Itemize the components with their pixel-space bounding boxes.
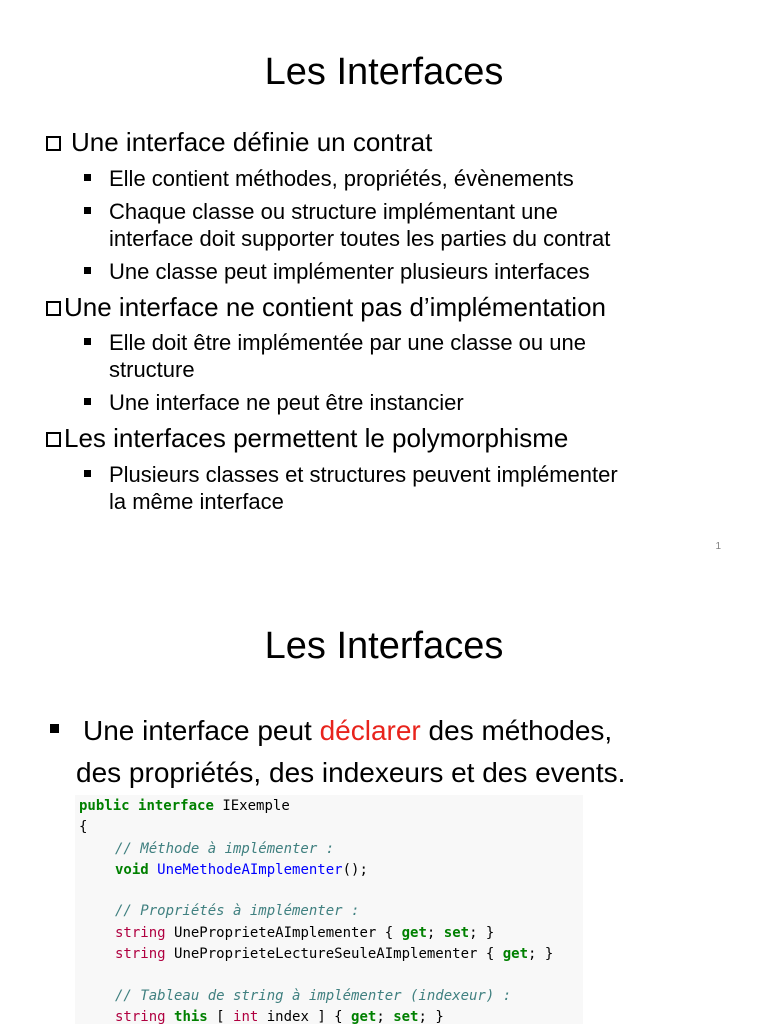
code-line: string UneProprieteAImplementer { get; set; }: [115, 925, 495, 941]
square-bullet-icon: [84, 207, 91, 214]
code-line: string UneProprieteLectureSeuleAImplementer { get; }: [115, 946, 554, 962]
slide-1: Les Interfaces Une interface définie un contrat Elle contient méthodes, propriétés, évènements Chaque classe ou structure implémentant une interface doit supporter toutes les parties du contrat Une classe peut implémenter plusieurs interfaces Une interface ne contient pas d’implémentation Elle doit être implémentée par une classe ou une structure Une interface ne peut être instancier Les interfaces permettent le polymorphisme Plusieurs classes et structures peuvent implémenter la même interface 1: [0, 0, 768, 566]
code-line: void UneMethodeAImplementer();: [115, 862, 368, 878]
slide-title: Les Interfaces: [264, 625, 504, 667]
bullet-line: des propriétés, des indexeurs et des events.: [76, 757, 626, 788]
bullet-level1: Une interface ne contient pas d’implémentation: [46, 292, 606, 322]
checkbox-bullet-icon: [46, 301, 61, 316]
square-bullet-icon: [84, 267, 91, 274]
highlighted-word: déclarer: [319, 715, 421, 746]
code-comment: // Tableau de string à implémenter (indexeur) :: [115, 988, 512, 1004]
slide-title: Les Interfaces: [264, 51, 504, 93]
bullet-level1: Une interface définie un contrat: [46, 127, 432, 157]
square-bullet-icon: [84, 174, 91, 181]
square-bullet-icon: [50, 724, 59, 733]
square-bullet-icon: [84, 398, 91, 405]
square-bullet-icon: [84, 470, 91, 477]
code-line: public interface IExemple: [79, 798, 290, 814]
code-block: [75, 795, 583, 1024]
bullet-level1: Les interfaces permettent le polymorphisme: [46, 423, 568, 453]
bullet-line: Une interface peut déclarer des méthodes,: [83, 715, 613, 746]
page-number: 1: [715, 541, 721, 552]
square-bullet-icon: [84, 338, 91, 345]
code-comment: // Propriétés à implémenter :: [115, 903, 360, 919]
code-line: {: [79, 819, 88, 835]
checkbox-bullet-icon: [46, 432, 61, 447]
code-comment: // Méthode à implémenter :: [115, 841, 335, 857]
checkbox-bullet-icon: [46, 136, 61, 151]
code-line: string this [ int index ] { get; set; }: [115, 1009, 444, 1024]
